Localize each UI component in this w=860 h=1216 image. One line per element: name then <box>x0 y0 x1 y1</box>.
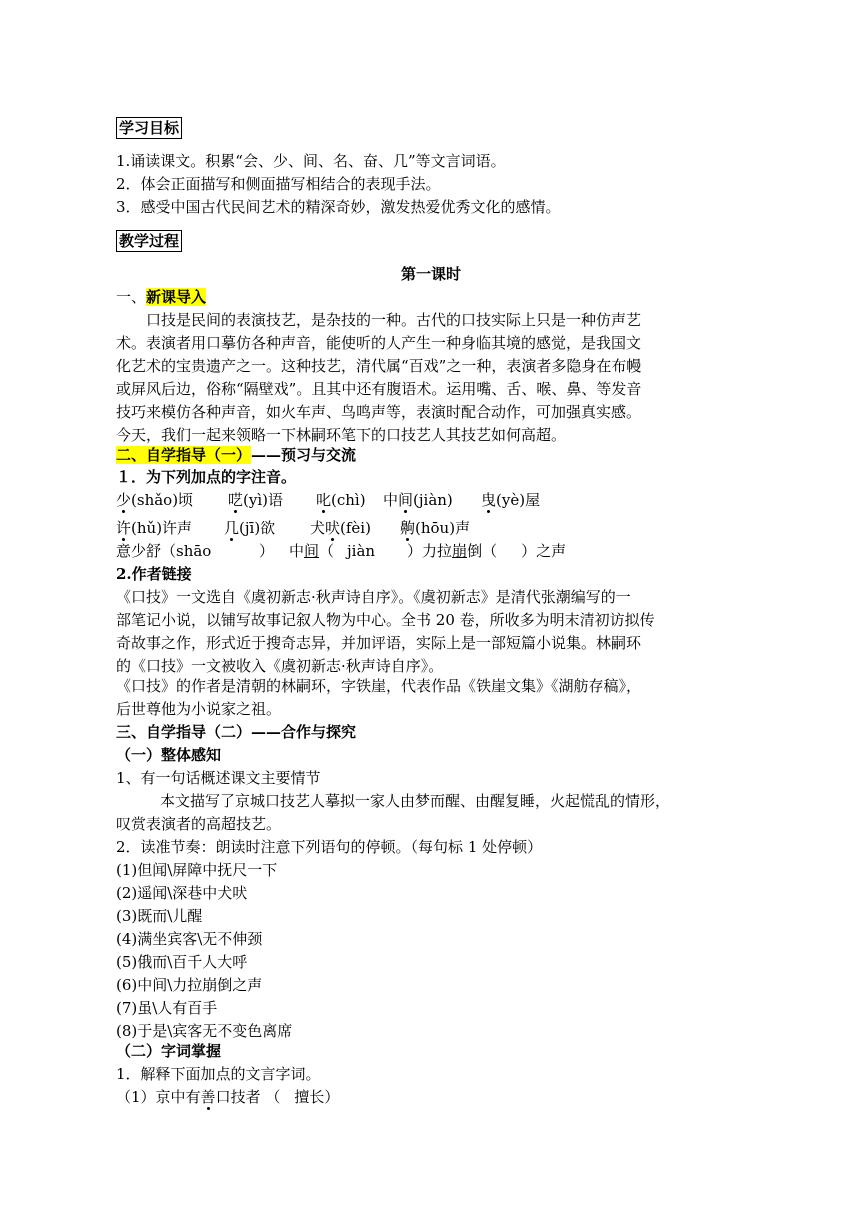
pinyin-item: 呓(yì)语 <box>228 491 283 509</box>
goal-item-2: 2．体会正面描写和侧面描写相结合的表现手法。 <box>116 175 441 193</box>
pinyin-row-3: 意少舒（shāo ） 中间（ jiàn ）力拉崩倒（ ）之声 <box>116 542 567 560</box>
overall-perception-heading: （一）整体感知 <box>116 746 222 764</box>
pinyin-item: 几(jī)欲 <box>224 519 276 537</box>
section1-heading: 一、新课导入 <box>116 288 207 306</box>
intro-line-1: 口技是民间的表演技艺，是杂技的一种。古代的口技实际上只是一种仿声艺 <box>146 311 642 329</box>
pause-item-6: (6)中间\力拉崩倒之声 <box>116 976 263 994</box>
intro-line-3: 化艺术的宝贵遗产之一。这种技艺，清代属“百戏”之一种，表演者多隐身在布幔 <box>116 357 642 375</box>
section2-heading: 二、自学指导（一）——预习与交流 <box>116 446 357 464</box>
pause-item-5: (5)俄而\百千人大呼 <box>116 953 248 971</box>
exercise-1: （1）京中有善口技者 （ 擅长） <box>116 1088 340 1106</box>
author-line-1: 《口技》一文选自《虞初新志·秋声诗自序》。《虞初新志》是清代张潮编写的一 <box>116 588 631 606</box>
intro-line-6: 今天，我们一起来领略一下林嗣环笔下的口技艺人其技艺如何高超。 <box>116 426 567 444</box>
author-line-6: 后世尊他为小说家之祖。 <box>116 700 282 718</box>
pause-item-1: (1)但闻\屏障中抚尺一下 <box>116 861 278 879</box>
vocabulary-heading: （二）字词掌握 <box>116 1042 222 1060</box>
answer-1-line-1: 本文描写了京城口技艺人摹拟一家人由梦而醒、由醒复睡，火起慌乱的情形， <box>160 792 671 810</box>
pause-item-3: (3)既而\儿醒 <box>116 907 203 925</box>
pinyin-item: 叱(chì) <box>316 491 366 509</box>
process-heading: 教学过程 <box>116 230 182 252</box>
intro-line-4: 或屏风后边，俗称“隔壁戏”。且其中还有腹语术。运用嘴、舌、喉、鼻、等发音 <box>116 380 642 398</box>
section3-heading: 三、自学指导（二）——合作与探究 <box>116 723 357 741</box>
pinyin-item: 许(hǔ)许声 <box>116 519 193 537</box>
intro-line-2: 术。表演者用口摹仿各种声音，能使听的人产生一种身临其境的感觉，是我国文 <box>116 334 642 352</box>
author-line-2: 部笔记小说，以铺写故事记叙人物为中心。全书 20 卷，所收多为明末清初访拟传 <box>116 611 655 629</box>
goal-item-1: 1.诵读课文。积累“会、少、间、名、奋、几”等文言词语。 <box>116 152 506 170</box>
question-3: 1．解释下面加点的文言字词。 <box>116 1065 321 1083</box>
pinyin-item: 少(shǎo)顷 <box>116 491 194 509</box>
pinyin-item: 齁(hōu)声 <box>400 519 471 537</box>
intro-line-5: 技巧来模仿各种声音，如火车声、鸟鸣声等，表演时配合动作，可加强真实感。 <box>116 403 642 421</box>
pinyin-item: 曳(yè)屋 <box>481 491 541 509</box>
question-1: 1、有一句话概述课文主要情节 <box>116 769 321 787</box>
answer-1-line-2: 叹赏表演者的高超技艺。 <box>116 815 282 833</box>
pause-item-8: (8)于是\宾客无不变色离席 <box>116 1022 293 1040</box>
goal-item-3: 3．感受中国古代民间艺术的精深奇妙，激发热爱优秀文化的感情。 <box>116 198 561 216</box>
author-line-5: 《口技》的作者是清朝的林嗣环，字铁崖，代表作品《铁崖文集》《湖舫存稿》， <box>116 677 642 695</box>
question-2: 2．读准节奏：朗读时注意下列语句的停顿。（每句标 1 处停顿） <box>116 838 543 856</box>
pause-item-2: (2)遥闻\深巷中犬吠 <box>116 884 248 902</box>
pause-item-4: (4)满坐宾客\无不伸颈 <box>116 930 263 948</box>
author-line-3: 奇故事之作，形式近于搜奇志异，并加评语，实际上是一部短篇小说集。林嗣环 <box>116 634 642 652</box>
pinyin-task-title: １．为下列加点的字注音。 <box>116 468 297 486</box>
lesson-title: 第一课时 <box>400 265 461 283</box>
author-link-title: 2.作者链接 <box>116 565 192 583</box>
pinyin-item: 中间(jiàn) <box>383 491 453 509</box>
pinyin-item: 犬吠(fèi) <box>310 519 371 537</box>
goals-heading: 学习目标 <box>116 117 182 139</box>
pause-item-7: (7)虽\人有百手 <box>116 999 218 1017</box>
pinyin-row-2 <box>116 517 470 539</box>
author-line-4: 的《口技》一文被收入《虞初新志·秋声诗自序》。 <box>116 657 444 675</box>
pinyin-row-1 <box>116 489 540 511</box>
